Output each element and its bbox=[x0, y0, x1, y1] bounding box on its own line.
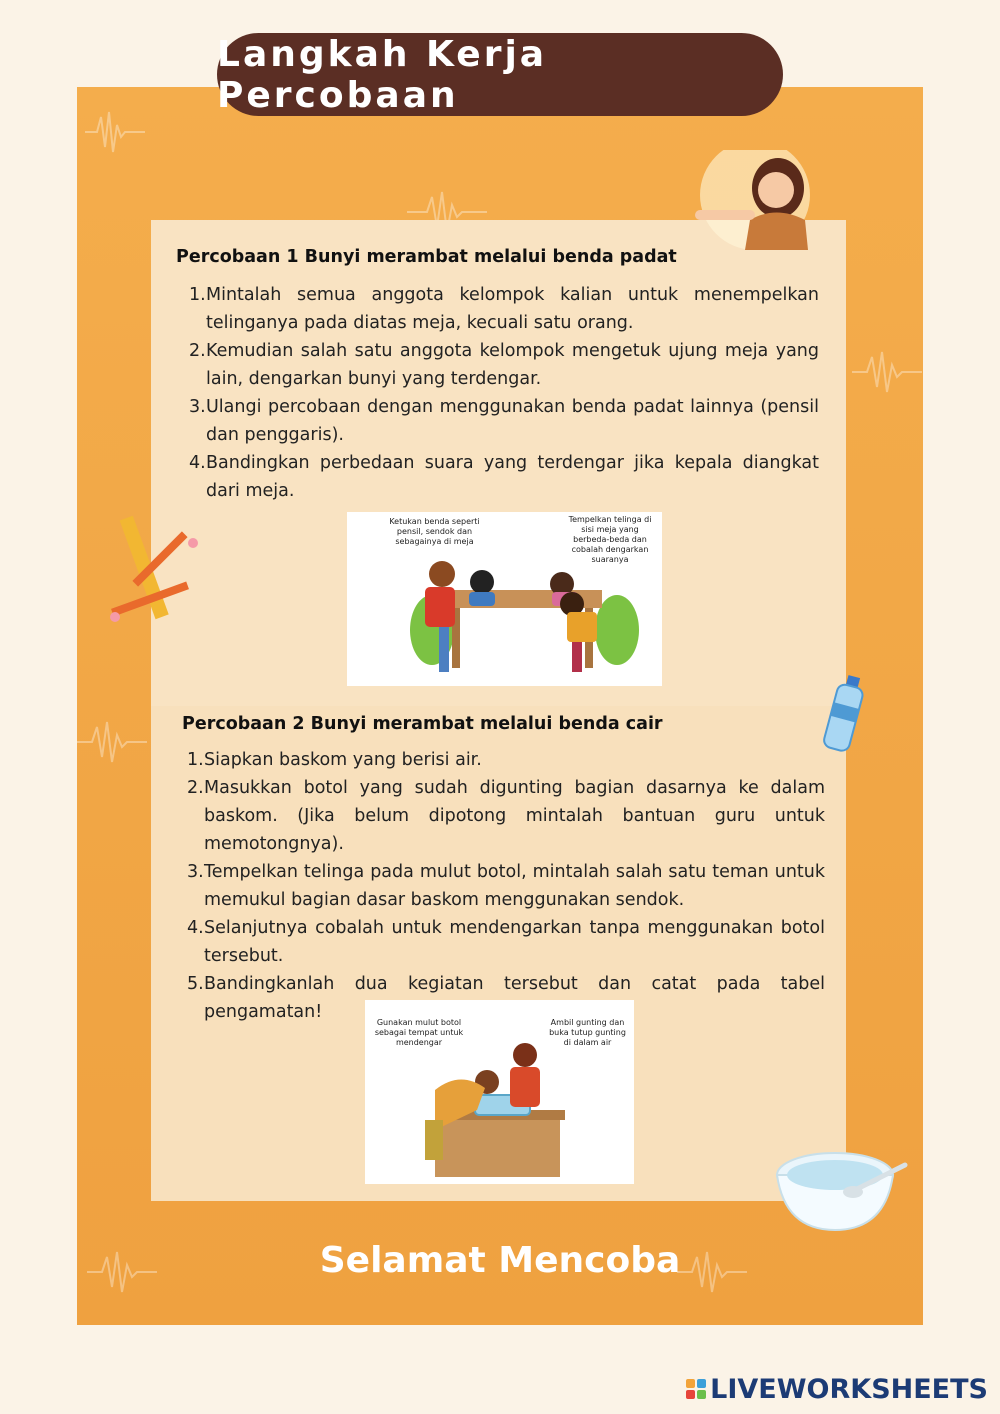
liveworksheets-logo-icon bbox=[686, 1379, 706, 1399]
list-item: 2. Masukkan botol yang sudah digunting bagian dasarnya ke dalam baskom. (Jika belum dipotong mintalah bantuan guru untuk memotongnya). bbox=[187, 778, 825, 854]
list-item: 5. Bandingkanlah dua kegiatan tersebut dan catat pada tabel pengamatan! bbox=[187, 974, 825, 1022]
ruler-pencil-icon bbox=[105, 515, 200, 630]
list-item: 2. Kemudian salah satu anggota kelompok mengetuk ujung meja yang lain, dengarkan bunyi yang terdengar. bbox=[189, 341, 819, 389]
page-title: Langkah Kerja Percobaan bbox=[217, 33, 783, 116]
experiment-2-steps bbox=[187, 746, 825, 1026]
bowl-spoon-icon bbox=[775, 1145, 910, 1235]
experiment-1-heading: Percobaan 1 Bunyi merambat melalui benda padat bbox=[176, 247, 677, 267]
experiment-1-illustration bbox=[347, 512, 662, 686]
list-item: 1. Siapkan baskom yang berisi air. bbox=[187, 750, 482, 770]
list-item: 4. Selanjutnya cobalah untuk mendengarkan tanpa menggunakan botol tersebut. bbox=[187, 918, 825, 966]
illustration-caption: Ambil gunting dan buka tutup gunting di dalam air bbox=[549, 1018, 626, 1047]
footer-text: Selamat Mencoba bbox=[319, 1240, 681, 1281]
list-item: 1. Mintalah semua anggota kelompok kalian untuk menempelkan telinganya pada diatas meja, kecuali satu orang. bbox=[189, 285, 819, 333]
list-item: 4. Bandingkan perbedaan suara yang terdengar jika kepala diangkat dari meja. bbox=[189, 453, 819, 501]
list-item: 3. Tempelkan telinga pada mulut botol, mintalah salah satu teman untuk memukul bagian dasar baskom menggunakan sendok. bbox=[187, 862, 825, 910]
water-bottle-icon bbox=[818, 675, 868, 755]
sound-wave-icon bbox=[85, 107, 145, 157]
liveworksheets-brand[interactable] bbox=[686, 1372, 988, 1406]
illustration-caption: Ketukan benda seperti pensil, sendok dan sebagainya di meja bbox=[389, 517, 480, 546]
experiment-1-steps bbox=[189, 281, 819, 505]
brand-name: LIVEWORKSHEETS bbox=[710, 1373, 988, 1405]
sound-wave-icon bbox=[852, 347, 922, 397]
sound-wave-icon bbox=[77, 717, 147, 767]
children-table-illustration bbox=[347, 512, 662, 686]
illustration-caption: Tempelkan telinga di sisi meja yang berbeda-beda dan cobalah dengarkan suaranya bbox=[568, 515, 652, 564]
teacher-illustration bbox=[690, 150, 820, 250]
children-basin-illustration bbox=[365, 1000, 634, 1184]
experiment-2-illustration bbox=[365, 1000, 634, 1184]
list-item: 3. Ulangi percobaan dengan menggunakan benda padat lainnya (pensil dan penggaris). bbox=[189, 397, 819, 445]
experiment-2-heading: Percobaan 2 Bunyi merambat melalui benda cair bbox=[182, 714, 663, 734]
illustration-caption: Gunakan mulut botol sebagai tempat untuk mendengar bbox=[374, 1018, 464, 1047]
